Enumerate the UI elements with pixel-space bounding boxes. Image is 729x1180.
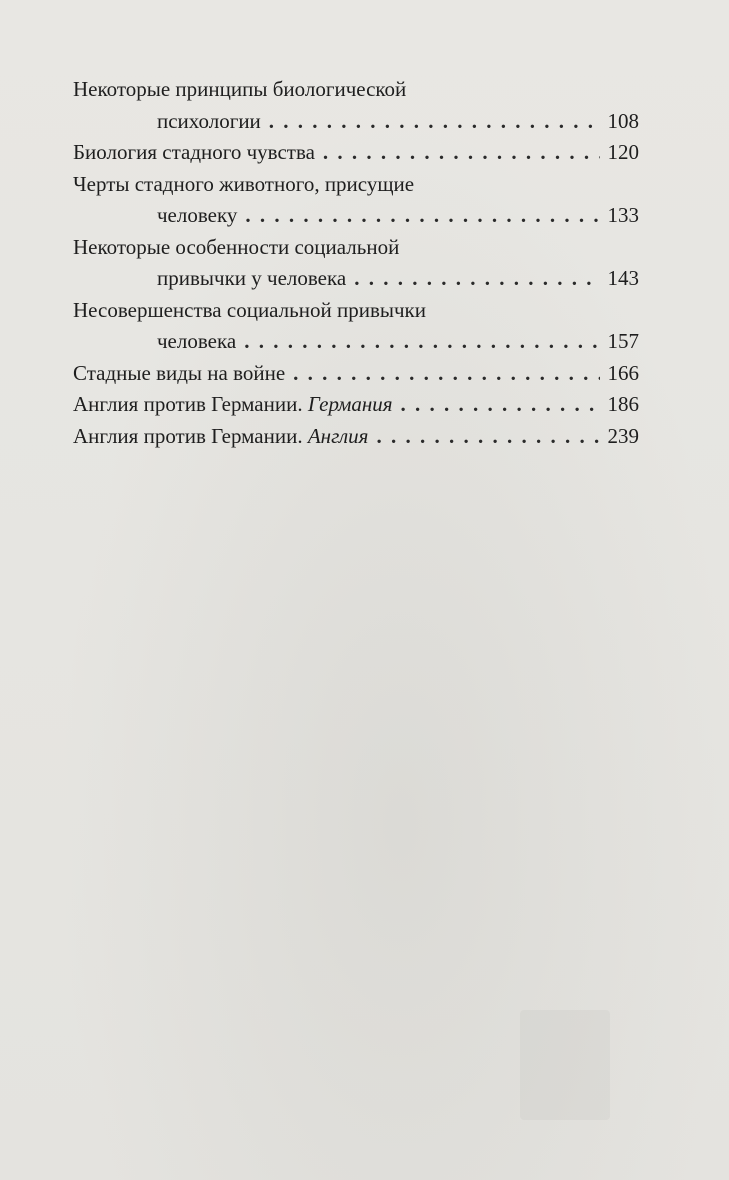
toc-entry-title-end (157, 106, 261, 138)
dot-leader (315, 137, 600, 169)
toc-entry-title-text: Стадные виды на войне (73, 360, 286, 385)
dot-leader (393, 389, 600, 421)
dot-leader (285, 358, 599, 390)
toc-entry-title-text: Биология стадного чувства (73, 140, 315, 164)
toc-page-number: 157 (607, 329, 639, 353)
toc-entry-title-end (157, 200, 237, 232)
toc-page-number: 120 (607, 140, 639, 164)
toc-entry-title-end (73, 389, 393, 421)
toc-entry-title-text: привычки у человека (157, 266, 347, 290)
dot-leader (261, 106, 600, 138)
toc-entry (73, 295, 639, 358)
toc-entry-title-line: Черты стадного животного, присущие (73, 171, 415, 196)
toc-entry (73, 421, 639, 453)
toc-page-number: 108 (607, 108, 639, 133)
toc-entry-title-end (157, 263, 346, 295)
toc-entry-title-text: человека (157, 329, 237, 353)
toc-entry-last-line (73, 326, 639, 358)
toc-entry-title-text: психологии (157, 108, 261, 133)
toc-entry (73, 389, 639, 421)
toc-page-number: 133 (607, 203, 639, 227)
toc-entry-last-line (73, 106, 639, 138)
toc-entry-title-end (73, 421, 368, 453)
toc-entry-title-italic: Германия (307, 392, 393, 416)
toc-entry (73, 358, 639, 390)
dot-leader (346, 263, 599, 295)
toc-page-number: 186 (607, 392, 639, 416)
toc-entry (73, 169, 639, 232)
toc-entry (73, 137, 639, 169)
toc-entry-last-line (73, 358, 639, 390)
toc-entry-title-end (73, 137, 315, 169)
toc-entry-title-text: человеку (157, 203, 238, 227)
toc-entry-title-line: Несовершенства социальной привычки (73, 297, 426, 322)
toc-entry-last-line (73, 263, 639, 295)
toc-entry-title-end (73, 358, 285, 390)
toc-entry-title-line: Некоторые особенности социальной (73, 234, 400, 259)
dot-leader (237, 200, 599, 232)
toc-page-number: 166 (607, 360, 639, 385)
toc-entry (73, 74, 639, 137)
toc-entry-last-line (73, 200, 639, 232)
toc-page-number: 143 (607, 266, 639, 290)
dot-leader (236, 326, 599, 358)
toc-entry (73, 232, 639, 295)
toc-entry-last-line (73, 137, 639, 169)
show-through-shadow (520, 1010, 610, 1120)
toc-entry-title-italic: Англия (307, 423, 369, 448)
dot-leader (368, 421, 599, 453)
toc-entry-title-end (157, 326, 236, 358)
toc-page-number: 239 (607, 423, 639, 448)
toc-entry-title-text: Англия против Германии. (73, 392, 308, 416)
table-of-contents (73, 74, 639, 452)
toc-entry-last-line (73, 389, 639, 421)
toc-entry-last-line (73, 421, 639, 453)
toc-entry-title-text: Англия против Германии. (73, 423, 308, 448)
toc-entry-title-line: Некоторые принципы биологической (73, 77, 407, 101)
